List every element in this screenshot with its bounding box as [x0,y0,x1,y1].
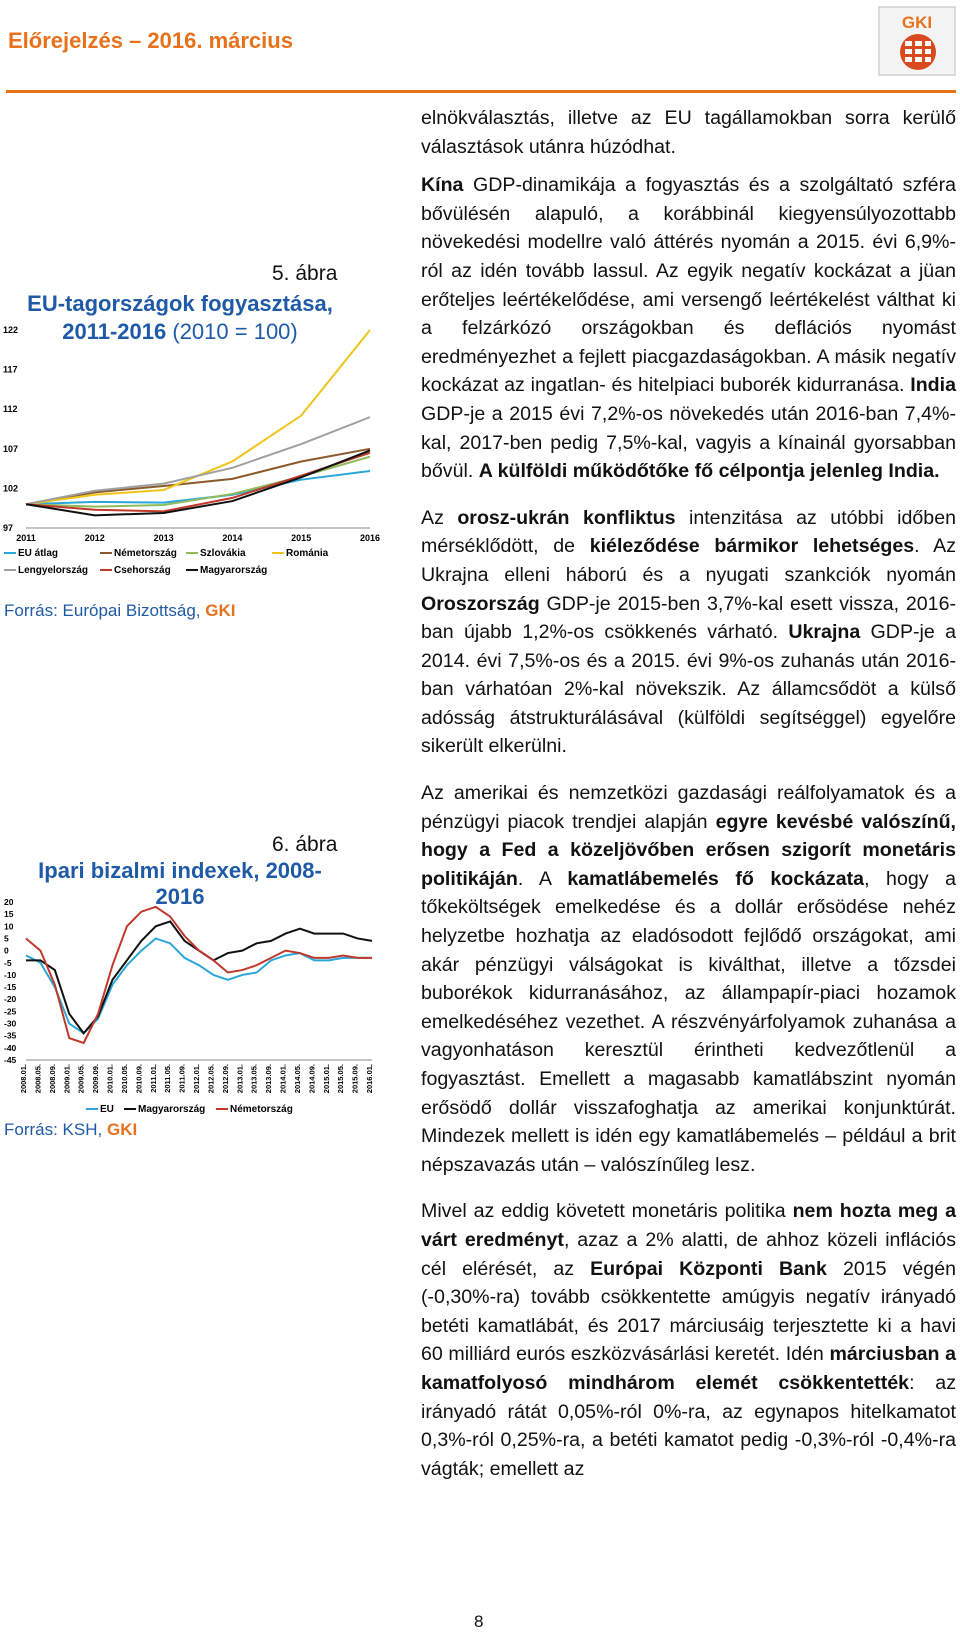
legend-label: EU átlag [18,548,59,559]
x-tick-label: 2013.09. [264,1064,274,1094]
x-tick-label: 2008.05. [33,1064,43,1094]
x-tick-label: 2014.05. [292,1064,302,1094]
y-tick-label: 10 [4,921,14,932]
legend-label: Csehország [114,565,171,576]
y-tick-label: 122 [3,325,19,335]
x-tick-label: 2010.05. [119,1064,129,1094]
page-number: 8 [474,1612,484,1631]
legend-label: Lengyelország [18,565,89,576]
legend-label: Magyarország [138,1104,206,1115]
body-run: : az irányadó rátát 0,05%-ról 0%-ra, az egynapos hitelkamatot 0,3%-ról 0,25%-ra, a betéti kamatot pedig -0,3%-ról -0,4%-ra vágták; emellett az [421,1371,956,1480]
legend-label: Románia [286,548,329,559]
gki-logo [878,6,956,76]
fig5-title-base: (2010 = 100) [166,319,298,344]
body-highlight: Kína [421,174,464,197]
fig6-chart [0,894,380,1126]
body-run: intenzitása az utóbbi időben mérséklődött, de [421,506,956,558]
x-tick-label: 2012.05. [206,1064,216,1094]
y-tick-label: 112 [3,404,18,415]
legend-label: Németország [230,1104,293,1115]
body-highlight: Ukrajna [788,621,861,644]
body-run: , azaz a 2% alatti, de ahhoz közeli inflációs cél elérését, az [421,1228,956,1280]
body-highlight: nem hozta meg a várt eredményt [421,1200,956,1251]
x-tick-label: 2015.01. [321,1064,331,1094]
x-tick-label: 2013.05. [249,1064,259,1094]
header-title: Előrejelzés – 2016. március [8,28,293,53]
fig5-chart [0,320,380,580]
y-tick-label: -25 [4,1006,17,1017]
x-tick-label: 2012 [84,533,105,543]
x-tick-label: 2008.01. [19,1064,28,1094]
body-run: GDP-je a 2014. évi 7,5%-os és a 2015. évi 9%-os zuhanás után 2016-ban várhatóan 2%-kal növekszik. Az államcsődöt a külső adósság átstrukturálásával (külföldi segítséggel) egyelőre sikerült elkerülni. [421,621,956,758]
fig6-number: 6. ábra [272,833,338,856]
body-run: Az [421,506,458,529]
body-run: GDP-je 2015-ben 3,7%-kal esett vissza, 2016-ban újabb 1,2%-os csökkenés várható. [421,592,956,644]
body-paragraph [421,779,956,1179]
body-run: . Az Ukrajna elleni háború és a nyugati szankciók nyomán [421,535,957,586]
y-tick-label: -35 [4,1030,17,1041]
body-highlight: Európai Központi Bank [590,1257,827,1280]
body-highlight: India [910,374,956,397]
body-run: Az amerikai és nemzetközi gazdasági reálfolyamatok és a pénzügyi piacok trendjei alapján [421,782,956,833]
y-tick-label: -30 [4,1018,17,1029]
x-tick-label: 2011 [16,533,36,543]
y-tick-label: 0 [4,945,9,956]
x-tick-label: 2010.09. [134,1064,144,1094]
x-tick-label: 2012.01. [192,1064,201,1094]
series-line [26,417,370,504]
x-tick-label: 2009.09. [91,1064,101,1094]
y-tick-label: 102 [3,483,19,494]
x-tick-label: 2013.01. [235,1064,245,1094]
fig5-number: 5. ábra [272,262,338,285]
body-run: . A [517,867,568,890]
x-tick-label: 2011.09. [177,1064,187,1093]
legend-label: Németország [114,548,177,559]
body-paragraph [421,104,956,161]
fig6-title: Ipari bizalmi indexek, 2008-2016 [38,858,322,909]
y-tick-label: -20 [4,994,17,1005]
x-tick-label: 2009.01. [62,1064,72,1094]
body-highlight: márciusban a kamatfolyosó mindhárom elemét csökkentették [421,1343,956,1394]
body-paragraph [421,504,956,761]
body-highlight: Oroszország [421,592,540,615]
fig6-source: Forrás: KSH, GKI [4,1120,138,1139]
x-tick-label: 2016 [359,533,380,543]
header-rule [6,90,956,93]
x-tick-label: 2014 [222,533,243,543]
fig5-title-years: 2011-2016 [62,319,167,344]
body-run: Mivel az eddig követett monetáris politika [421,1200,793,1223]
x-tick-label: 2009.05. [76,1064,86,1094]
body-text [421,104,956,1501]
body-highlight: kamatlábemelés fő kockázata [567,867,865,890]
y-tick-label: -15 [4,982,17,993]
fig5-title-line1: EU-tagországok fogyasztása, [27,291,333,316]
x-tick-label: 2014.01. [278,1064,288,1094]
body-highlight: A külföldi működőtőke fő célpontja jelenleg India. [478,460,940,483]
y-tick-label: 5 [4,933,9,944]
body-run: , hogy a tőkeköltségek emelkedése és a dollár erősödése nehéz helyzetbe hozhatja az eladósodott fejlődő országokat, ami akár pénzügyi válságokat is kiválthat, illetve a tőzsdei buborékok kidurranásához, az állampapír-piaci hozamok emelkedéséhez vezethet. A részvényárfolyamok zuhanása a vagyonhatáson keresztül érintheti kedvezőtlenül a fogyasztást. Emellett a magasabb kamatlábszint nyomán erősödő dollár visszafoghatja az amerikai konjunktúrát. Mindezek mellett is idén egy kamatlábemelés – például a brit népszavazás után – valószínűleg lesz. [421,867,956,1176]
x-tick-label: 2011.01. [148,1064,158,1093]
x-tick-label: 2008.09. [47,1064,57,1094]
x-tick-label: 2012.09. [220,1064,230,1094]
legend-label: EU [100,1104,114,1115]
body-run: GDP-je a 2015 évi 7,2%-os növekedés után 2016-ban 7,4%-kal, 2017-ben pedig 7,5%-kal, vagyis a kínainál gyorsabban bővül. [421,402,956,483]
series-line [26,907,372,1043]
x-tick-label: 2011.05. [163,1064,173,1093]
body-run: elnökválasztás, illetve az EU tagállamokban sorra kerülő választások utánra húzódhat. [421,107,956,158]
y-tick-label: -10 [4,969,17,980]
body-highlight: egyre kevésbé valószínű, hogy a Fed a közeljövőben erősen szigorít monetáris politikáján [421,810,956,890]
y-tick-label: 117 [3,364,18,375]
y-tick-label: -45 [4,1055,17,1065]
body-run: 2015 végén (-0,30%-ra) tovább csökkentette amúgyis negatív irányadó betéti kamatlábát, és 2017 márciusáig terjesztette ki a havi 60 milliárd eurós eszközvásárlási keretét. Idén [421,1257,956,1366]
body-highlight: kiéleződése bármikor lehetséges [589,535,915,558]
x-tick-label: 2014.09. [307,1064,317,1094]
body-highlight: orosz-ukrán konfliktus [457,506,676,529]
fig5-source: Forrás: Európai Bizottság, GKI [4,601,236,620]
y-tick-label: 15 [4,909,14,920]
y-tick-label: 97 [3,523,14,533]
legend-label: Magyarország [200,565,268,576]
series-line [26,938,372,1033]
x-tick-label: 2013 [153,533,174,543]
series-line [26,921,372,1033]
x-tick-label: 2015.09. [350,1064,360,1094]
x-tick-label: 2016.01. [365,1064,374,1094]
x-tick-label: 2015.05. [336,1064,346,1094]
legend-label: Szlovákia [200,548,246,559]
body-paragraph [421,1197,956,1483]
y-tick-label: 107 [3,443,19,454]
y-tick-label: 20 [4,897,14,907]
logo-text: GKI [901,13,933,32]
y-tick-label: -5 [4,957,12,968]
y-tick-label: -40 [4,1042,17,1053]
x-tick-label: 2010.01. [105,1064,115,1094]
x-tick-label: 2015 [291,533,312,543]
body-paragraph [421,171,956,486]
body-run: GDP-dinamikája a fogyasztás és a szolgáltató szféra bővülésén alapuló, a korábbinál kiegyensúlyozottabb növekedési modellre való áttérés nyomán a 2015. évi 6,9%-ról az idén tovább lassul. Az egyik negatív kockázat a jüan erőteljes leértékelődése, ami versengő leértékelést válthat ki a felzárkózó országokban és deflációs nyomást eredményezhet a fejlett piacgazdaságokban. A másik negatív kockázat az ingatlan- és hitelpiaci buborék kidurranása. [421,174,956,397]
